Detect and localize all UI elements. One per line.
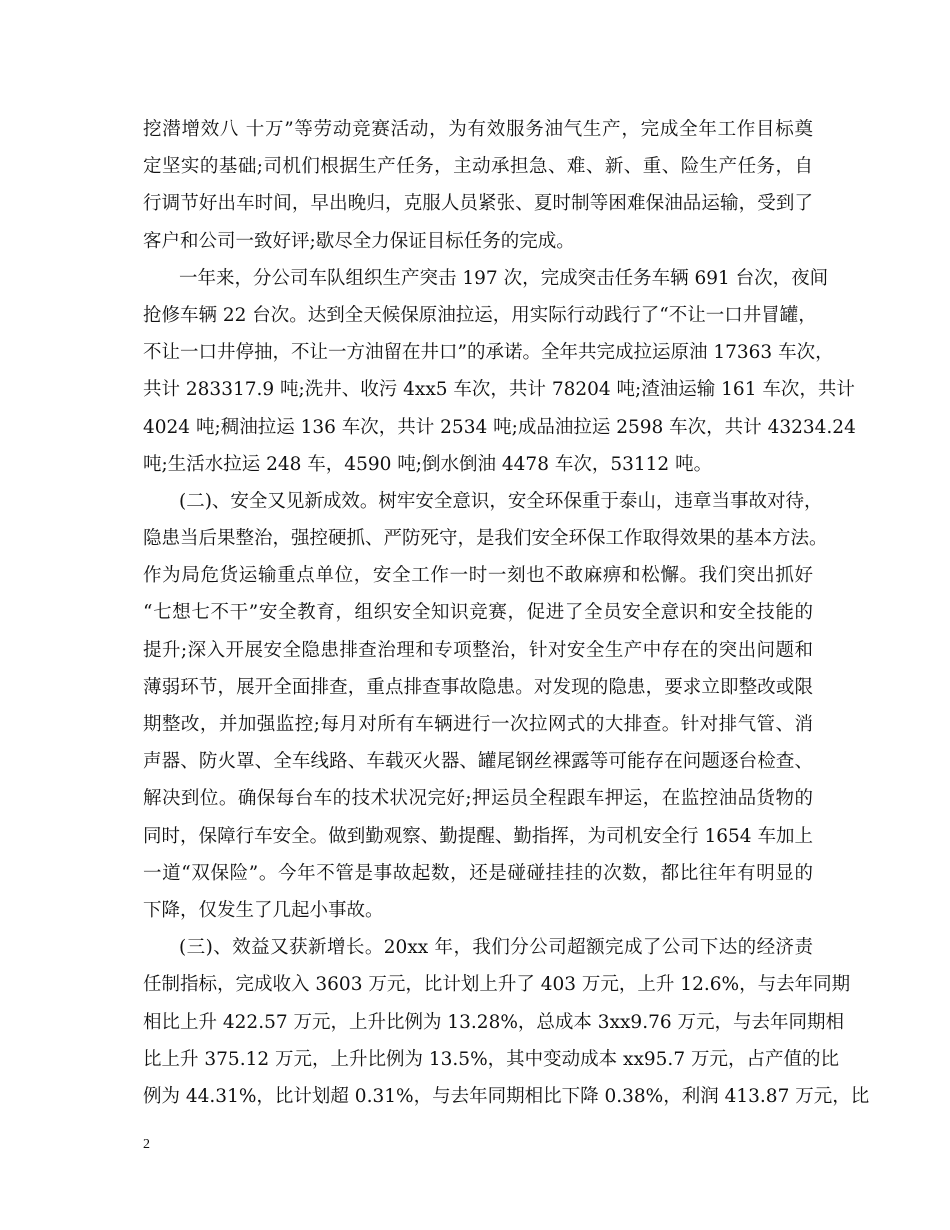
text-line: 期整改，并加强监控;每月对所有车辆进行一次拉网式的大排查。针对排气管、消 bbox=[143, 714, 813, 735]
text-line: 下降，仅发生了几起小事故。 bbox=[143, 899, 384, 921]
text-line: 不让一口井停抽，不让一方油留在井口”的承诺。全年共完成拉运原油 17363 车次， bbox=[143, 342, 834, 364]
text-line: (三)、效益又获新增长。20xx 年，我们分公司超额完成了公司下达的经济责 bbox=[179, 937, 813, 959]
text-line: 一年来，分公司车队组织生产突击 197 次，完成突击任务车辆 691 台次，夜间 bbox=[179, 267, 829, 289]
text-line: 共计 283317.9 吨;洗井、收污 4xx5 车次，共计 78204 吨;渣油运输 161 车次，共计 bbox=[143, 379, 855, 401]
text-line: 相比上升 422.57 万元，上升比例为 13.28%，总成本 3xx9.76 万元，与去年同期相 bbox=[143, 1011, 845, 1033]
text-line: 提升;深入开展安全隐患排查治理和专项整治，针对安全生产中存在的突出问题和 bbox=[143, 639, 813, 661]
text-line: 同时，保障行车安全。做到勤观察、勤提醒、勤指挥，为司机安全行 1654 车加上 bbox=[143, 825, 813, 847]
text-line: 比上升 375.12 万元，上升比例为 13.5%，其中变动成本 xx95.7 万元，占产值的比 bbox=[143, 1048, 839, 1070]
text-line: 例为 44.31%，比计划超 0.31%，与去年同期相比下降 0.38%，利润 413.87 万元，比 bbox=[143, 1085, 870, 1107]
text-line: (二)、安全又见新成效。树牢安全意识，安全环保重于泰山，违章当事故对待， bbox=[179, 490, 823, 512]
text-line: 行调节好出车时间，早出晚归，克服人员紧张、夏时制等困难保油品运输，受到了 bbox=[143, 193, 813, 215]
paragraph bbox=[143, 111, 813, 260]
paragraph bbox=[143, 929, 870, 1115]
text-line: 挖潜增效八 十万”等劳动竞赛活动，为有效服务油气生产，完成全年工作目标奠 bbox=[143, 119, 813, 140]
text-line: 声器、防火罩、全车线路、车载灭火器、罐尾钢丝裸露等可能存在问题逐台检查、 bbox=[143, 751, 813, 773]
paragraph bbox=[143, 483, 828, 929]
text-line: 吨;生活水拉运 248 车，4590 吨;倒水倒油 4478 车次，53112 吨。 bbox=[143, 453, 713, 475]
paragraph bbox=[143, 260, 856, 483]
text-line: 作为局危货运输重点单位，安全工作一时一刻也不敢麻痹和松懈。我们突出抓好 bbox=[143, 565, 813, 587]
text-line: “七想七不干”安全教育，组织安全知识竞赛，促进了全员安全意识和安全技能的 bbox=[143, 602, 813, 624]
text-line: 4024 吨;稠油拉运 136 车次，共计 2534 吨;成品油拉运 2598 车次，共计 43234.24 bbox=[143, 416, 856, 438]
text-line: 任制指标，完成收入 3603 万元，比计划上升了 403 万元，上升 12.6%，与去年同期 bbox=[143, 974, 851, 996]
body-text bbox=[143, 111, 870, 1115]
text-line: 定坚实的基础;司机们根据生产任务，主动承担急、难、新、重、险生产任务，自 bbox=[143, 156, 813, 178]
text-line: 隐患当后果整治，强控硬抓、严防死守，是我们安全环保工作取得效果的基本方法。 bbox=[143, 528, 828, 550]
text-line: 抢修车辆 22 台次。达到全天候保原油拉运，用实际行动践行了“不让一口井冒罐， bbox=[143, 304, 817, 326]
text-line: 薄弱环节，展开全面排查，重点排查事故隐患。对发现的隐患，要求立即整改或限 bbox=[143, 676, 813, 698]
text-line: 解决到位。确保每台车的技术状况完好;押运员全程跟车押运，在监控油品货物的 bbox=[143, 788, 813, 810]
text-line: 一道“双保险”。今年不管是事故起数，还是碰碰挂挂的次数，都比往年有明显的 bbox=[143, 862, 813, 884]
page-number: 2 bbox=[143, 1137, 150, 1152]
text-line: 客户和公司一致好评;歇尽全力保证目标任务的完成。 bbox=[143, 230, 575, 252]
